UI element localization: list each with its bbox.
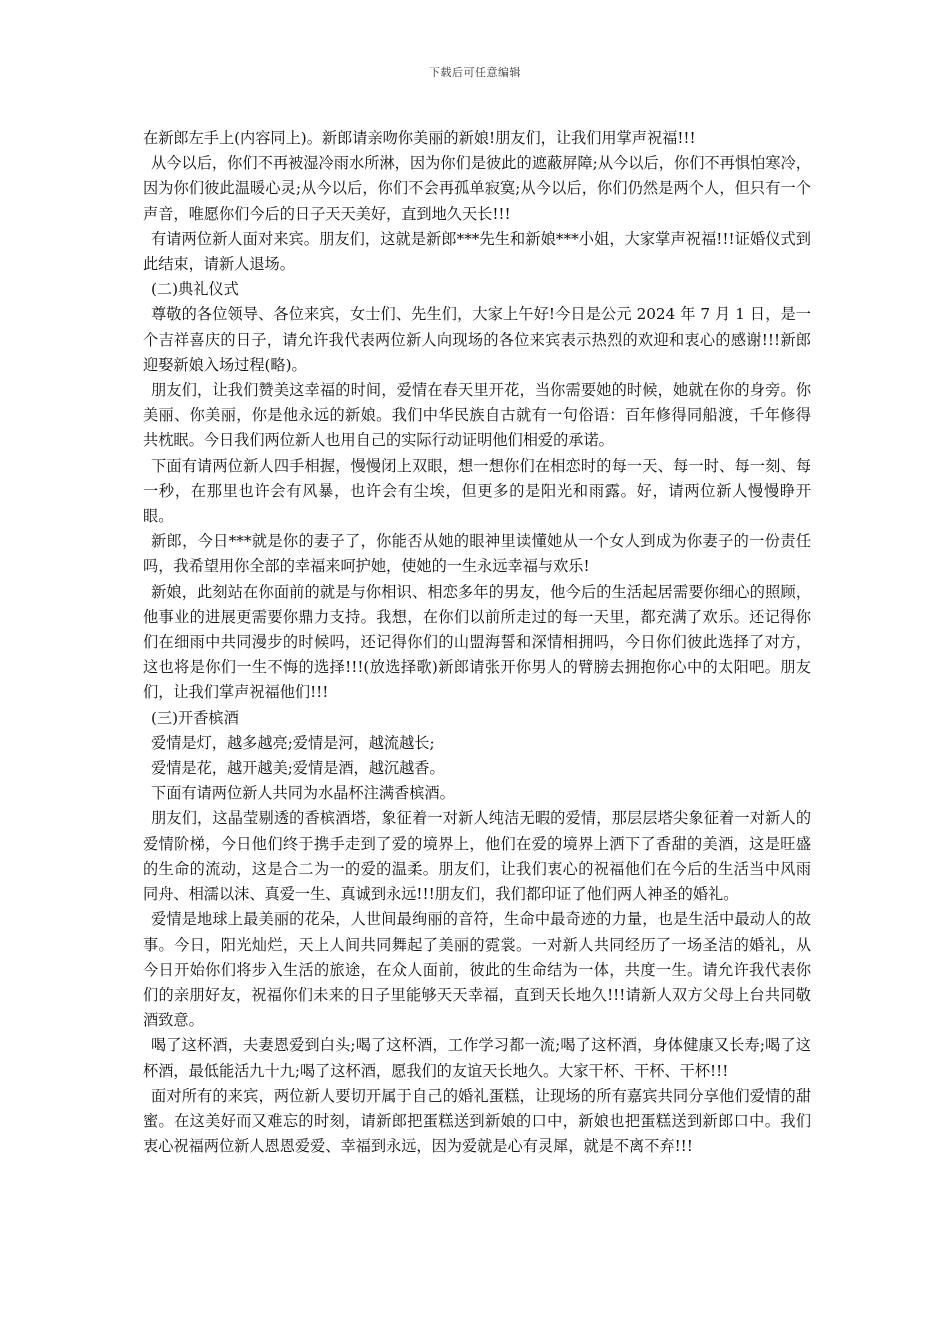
header-text: 下载后可任意编辑 (429, 66, 521, 79)
paragraph: 喝了这杯酒，夫妻恩爱到白头;喝了这杯酒，工作学习都一流;喝了这杯酒，身体健康又长寿;喝了这杯酒，最低能活九十九;喝了这杯酒，愿我们的友谊天长地久。大家干杯、干杯、干杯!!! (143, 1036, 811, 1080)
section-heading: (二)典礼仪式 (151, 280, 239, 299)
paragraph: 面对所有的来宾，两位新人要切开属于自己的婚礼蛋糕，让现场的所有嘉宾共同分享他们爱情的甜蜜。在这美好而又难忘的时刻，请新郎把蛋糕送到新娘的口中，新娘也把蛋糕送到新郎口中。我们衷心祝福两位新人恩恩爱爱、幸福到永远，因为爱就是心有灵犀，就是不离不弃!!! (143, 1086, 811, 1156)
paragraph: 爱情是地球上最美丽的花朵，人世间最绚丽的音符，生命中最奇迹的力量，也是生活中最动人的故事。今日，阳光灿烂，天上人间共同舞起了美丽的霓裳。一对新人共同经历了一场圣洁的婚礼，从今日开始你们将步入生活的旅途，在众人面前，彼此的生命结为一体，共度一生。请允许我代表你们的亲朋好友，祝福你们未来的日子里能够天天幸福，直到天长地久!!!请新人双方父母上台共同敬酒致意。 (143, 910, 811, 1030)
paragraph: 朋友们，让我们赞美这幸福的时间，爱情在春天里开花，当你需要她的时候，她就在你的身旁。你美丽、你美丽，你是他永远的新娘。我们中华民族自古就有一句俗语：百年修得同船渡，千年修得共枕眠。今日我们两位新人也用自己的实际行动证明他们相爱的承诺。 (143, 381, 811, 450)
paragraph: 朋友们，这晶莹剔透的香槟酒塔，象征着一对新人纯洁无暇的爱情，那层层塔尖象征着一对新人的爱情阶梯，今日他们终于携手走到了爱的境界上，他们在爱的境界上洒下了香甜的美酒，这是旺盛的生命的流动，这是合二为一的爱的温柔。朋友们，让我们衷心的祝福他们在今后的生活当中风雨同舟、相濡以沫、真爱一生、真诚到永远!!!朋友们，我们都印证了他们两人神圣的婚礼。 (143, 809, 811, 904)
section-heading: (三)开香槟酒 (151, 708, 239, 727)
page-header (0, 64, 950, 80)
paragraph: 有请两位新人面对来宾。朋友们，这就是新郎***先生和新娘***小姐，大家掌声祝福!!!证婚仪式到此结束，请新人退场。 (143, 229, 811, 274)
paragraph: 新郎，今日***就是你的妻子了，你能否从她的眼神里读懂她从一个女人到成为你妻子的一份责任吗，我希望用你全部的幸福来呵护她，使她的一生永远幸福与欢乐! (143, 532, 811, 576)
paragraph: 从今以后，你们不再被湿冷雨水所淋，因为你们是彼此的遮蔽屏障;从今以后，你们不再惧怕寒冷，因为你们彼此温暖心灵;从今以后，你们不会再孤单寂寞;从今以后，你们仍然是两个人，但只有一个声音，唯愿你们今后的日子天天美好，直到地久天长!!! (143, 154, 811, 223)
paragraph: 爱情是灯，越多越亮;爱情是河，越流越长; (151, 733, 435, 752)
paragraph: 爱情是花，越开越美;爱情是酒，越沉越香。 (151, 759, 445, 778)
paragraph: 下面有请两位新人四手相握，慢慢闭上双眼，想一想你们在相恋时的每一天、每一时、每一刻、每一秒，在那里也许会有风暴，也许会有尘埃，但更多的是阳光和雨露。好，请两位新人慢慢睁开眼。 (143, 456, 811, 526)
paragraph: 尊敬的各位领导、各位来宾，女士们、先生们，大家上午好!今日是公元 2024 年 7 月 1 日，是一个吉祥喜庆的日子，请允许我代表两位新人向现场的各位来宾表示热烈的欢迎和衷心的感谢!!!新郎迎娶新娘入场过程(略)。 (143, 305, 811, 374)
document-body (143, 126, 811, 1159)
paragraph: 下面有请两位新人共同为水晶杯注满香槟酒。 (151, 784, 455, 803)
paragraph: 在新郎左手上(内容同上)。新郎请亲吻你美丽的新娘!朋友们，让我们用掌声祝福!!! (143, 129, 696, 147)
paragraph: 新娘，此刻站在你面前的就是与你相识、相恋多年的男友，他今后的生活起居需要你细心的照顾，他事业的进展更需要你鼎力支持。我想，在你们以前所走过的每一天里，都充满了欢乐。还记得你们在细雨中共同漫步的时候吗，还记得你们的山盟海誓和深情相拥吗，今日你们彼此选择了对方，这也将是你们一生不悔的选择!!!(放选择歌)新郎请张开你男人的臂膀去拥抱你心中的太阳吧。朋友们，让我们掌声祝福他们!!! (143, 582, 811, 702)
